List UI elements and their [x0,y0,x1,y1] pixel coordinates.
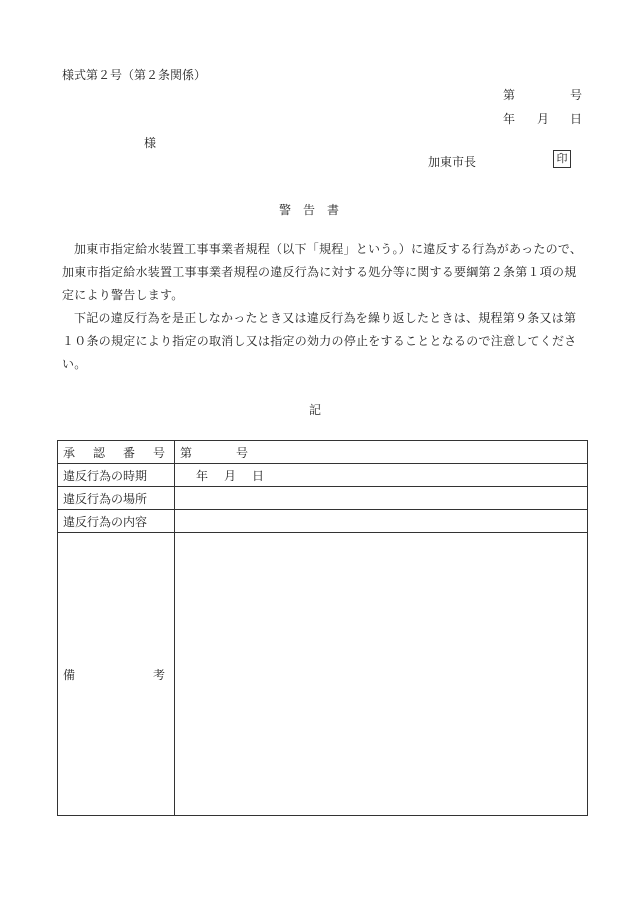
table-row-place [58,487,588,510]
seal-stamp-box: 印 [553,150,571,168]
approval-label-char: 号 [152,445,165,460]
table-row-content [58,510,588,533]
form-number-label: 様式第２号（第２条関係） [62,68,207,82]
document-title: 警告書 [278,203,351,217]
addressee-suffix: 様 [144,136,157,150]
remarks-label-char: 考 [152,667,165,682]
time-day: 日 [252,468,265,483]
table-row-remarks [58,533,588,816]
table-row-approval [58,441,588,464]
remarks-label [58,533,175,816]
date-month-label: 月 [537,112,550,126]
table-row-time [58,464,588,487]
ki-marker: 記 [308,403,321,417]
violation-details-table [57,440,588,816]
approval-label-char: 番 [122,445,135,460]
violation-time-value[interactable] [175,464,588,487]
date-year-label: 年 [503,112,516,126]
approval-number-label [58,441,175,464]
approval-number-value[interactable] [175,441,588,464]
remarks-label-char: 備 [63,667,76,682]
approval-go: 号 [236,445,249,460]
violation-time-label: 違反行為の時期 [58,464,175,487]
violation-content-label: 違反行為の内容 [58,510,175,533]
issuer-mayor: 加東市長 [428,155,477,169]
date-day-label: 日 [570,112,583,126]
time-month: 月 [224,468,237,483]
violation-place-label: 違反行為の場所 [58,487,175,510]
approval-label-char: 認 [92,445,105,460]
approval-label-char: 承 [63,445,76,460]
violation-place-value[interactable] [175,487,588,510]
approval-dai: 第 [180,445,193,460]
body-paragraph-1: 加東市指定給水装置工事事業者規程（以下「規程」という。）に違反する行為があったので、加東市指定給水装置工事事業者規程の違反行為に対する処分等に関する要綱第２条第１項の規定により警告します。 [62,242,583,302]
body-paragraph-2: 下記の違反行為を是正しなかったとき又は違反行為を繰り返したときは、規程第９条又は第１０条の規定により指定の取消し又は指定の効力の停止をすることとなるので注意してください。 [62,311,577,371]
remarks-value[interactable] [175,533,588,816]
document-number-dai: 第 [503,88,516,102]
time-year: 年 [196,468,209,483]
violation-content-value[interactable] [175,510,588,533]
document-number-go: 号 [570,88,583,102]
